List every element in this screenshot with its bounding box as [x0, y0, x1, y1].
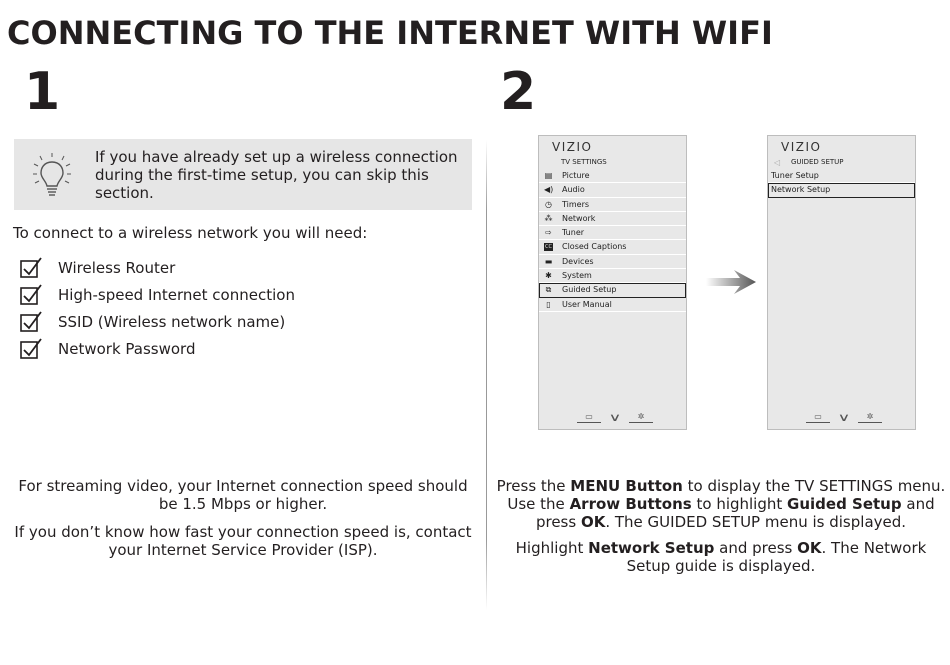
menu-heading: GUIDED SETUP: [791, 158, 844, 166]
instruction-menu: Press the MENU Button to display the TV SETTINGS menu. Use the Arrow Buttons to highlight Guided Setup and press OK. The GUIDED SETUP menu is displayed.: [496, 477, 946, 531]
menu-item-picture[interactable]: ▤ Picture: [539, 169, 686, 183]
menu-item-audio[interactable]: ◀) Audio: [539, 183, 686, 197]
guided-setup-screen: [767, 135, 916, 430]
menu-item-devices[interactable]: ▬ Devices: [539, 255, 686, 269]
clock-icon: ◷: [545, 199, 552, 209]
list-item-label: Wireless Router: [58, 258, 176, 277]
checkbox-checked-icon: [20, 257, 42, 279]
cc-icon: CC: [545, 244, 552, 251]
list-item-label: SSID (Wireless network name): [58, 312, 286, 331]
menu-item-closed-captions[interactable]: CC Closed Captions: [539, 240, 686, 254]
menu-item-user-manual[interactable]: ▯ User Manual: [539, 298, 686, 312]
vizio-logo: VIZIO: [781, 140, 822, 154]
gear-icon: ✲: [629, 413, 653, 423]
isp-note: If you don’t know how fast your connection speed is, contact your Internet Service Provider (ISP).: [14, 523, 472, 559]
chevron-down-icon: ∨: [837, 411, 851, 424]
wide-icon: ▭: [806, 413, 830, 423]
checkbox-checked-icon: [20, 311, 42, 333]
tv-settings-screen: [538, 135, 687, 430]
chevron-down-icon: ∨: [608, 411, 622, 424]
instruction-network-setup: Highlight Network Setup and press OK. The Network Setup guide is displayed.: [515, 539, 927, 575]
tip-box: [14, 139, 472, 210]
list-item-label: Network Password: [58, 339, 196, 358]
guided-setup-menu: [768, 169, 915, 198]
devices-icon: ▬: [544, 256, 553, 266]
checkbox-checked-icon: [20, 338, 42, 360]
menu-heading: TV SETTINGS: [561, 158, 607, 166]
menu-item-guided-setup[interactable]: ⧉ Guided Setup: [539, 283, 686, 297]
page-title: CONNECTING TO THE INTERNET WITH WIFI: [7, 14, 773, 52]
gear-icon: ✲: [858, 413, 882, 423]
picture-icon: ▤: [544, 171, 553, 180]
manual-icon: ▯: [546, 299, 551, 309]
menu-item-timers[interactable]: ◷ Timers: [539, 198, 686, 212]
speed-note: For streaming video, your Internet connection speed should be 1.5 Mbps or higher.: [18, 477, 468, 513]
back-arrow-icon[interactable]: ◁: [774, 158, 781, 167]
audio-icon: ◀): [544, 185, 554, 195]
guided-setup-icon: ⧉: [545, 285, 552, 295]
tv-settings-menu: [539, 169, 686, 312]
tuner-icon: ⇨: [545, 228, 552, 238]
column-divider: [486, 140, 487, 610]
network-icon: ⁂: [544, 213, 553, 223]
list-item: [20, 281, 295, 308]
requirements-intro: To connect to a wireless network you will need:: [13, 224, 368, 242]
gear-icon: ✱: [545, 271, 552, 281]
screen-footer: [577, 409, 653, 423]
step-number-1: 1: [24, 62, 61, 122]
list-item: [20, 254, 295, 281]
screen-footer: [806, 409, 882, 423]
lightbulb-icon: [32, 152, 72, 198]
list-item-label: High-speed Internet connection: [58, 285, 295, 304]
menu-item-system[interactable]: ✱ System: [539, 269, 686, 283]
requirements-checklist: [20, 254, 295, 362]
list-item: [20, 308, 295, 335]
wide-icon: ▭: [577, 413, 601, 423]
right-arrow-icon: [706, 270, 756, 294]
step-number-2: 2: [500, 62, 537, 122]
menu-item-network-setup[interactable]: Network Setup: [768, 183, 915, 197]
menu-item-network[interactable]: ⁂ Network: [539, 212, 686, 226]
tip-text: If you have already set up a wireless connection during the first-time setup, you can skip this section.: [95, 148, 458, 202]
vizio-logo: VIZIO: [552, 140, 593, 154]
menu-item-tuner-setup[interactable]: Tuner Setup: [768, 169, 915, 183]
list-item: [20, 335, 295, 362]
menu-item-tuner[interactable]: ⇨ Tuner: [539, 226, 686, 240]
checkbox-checked-icon: [20, 284, 42, 306]
